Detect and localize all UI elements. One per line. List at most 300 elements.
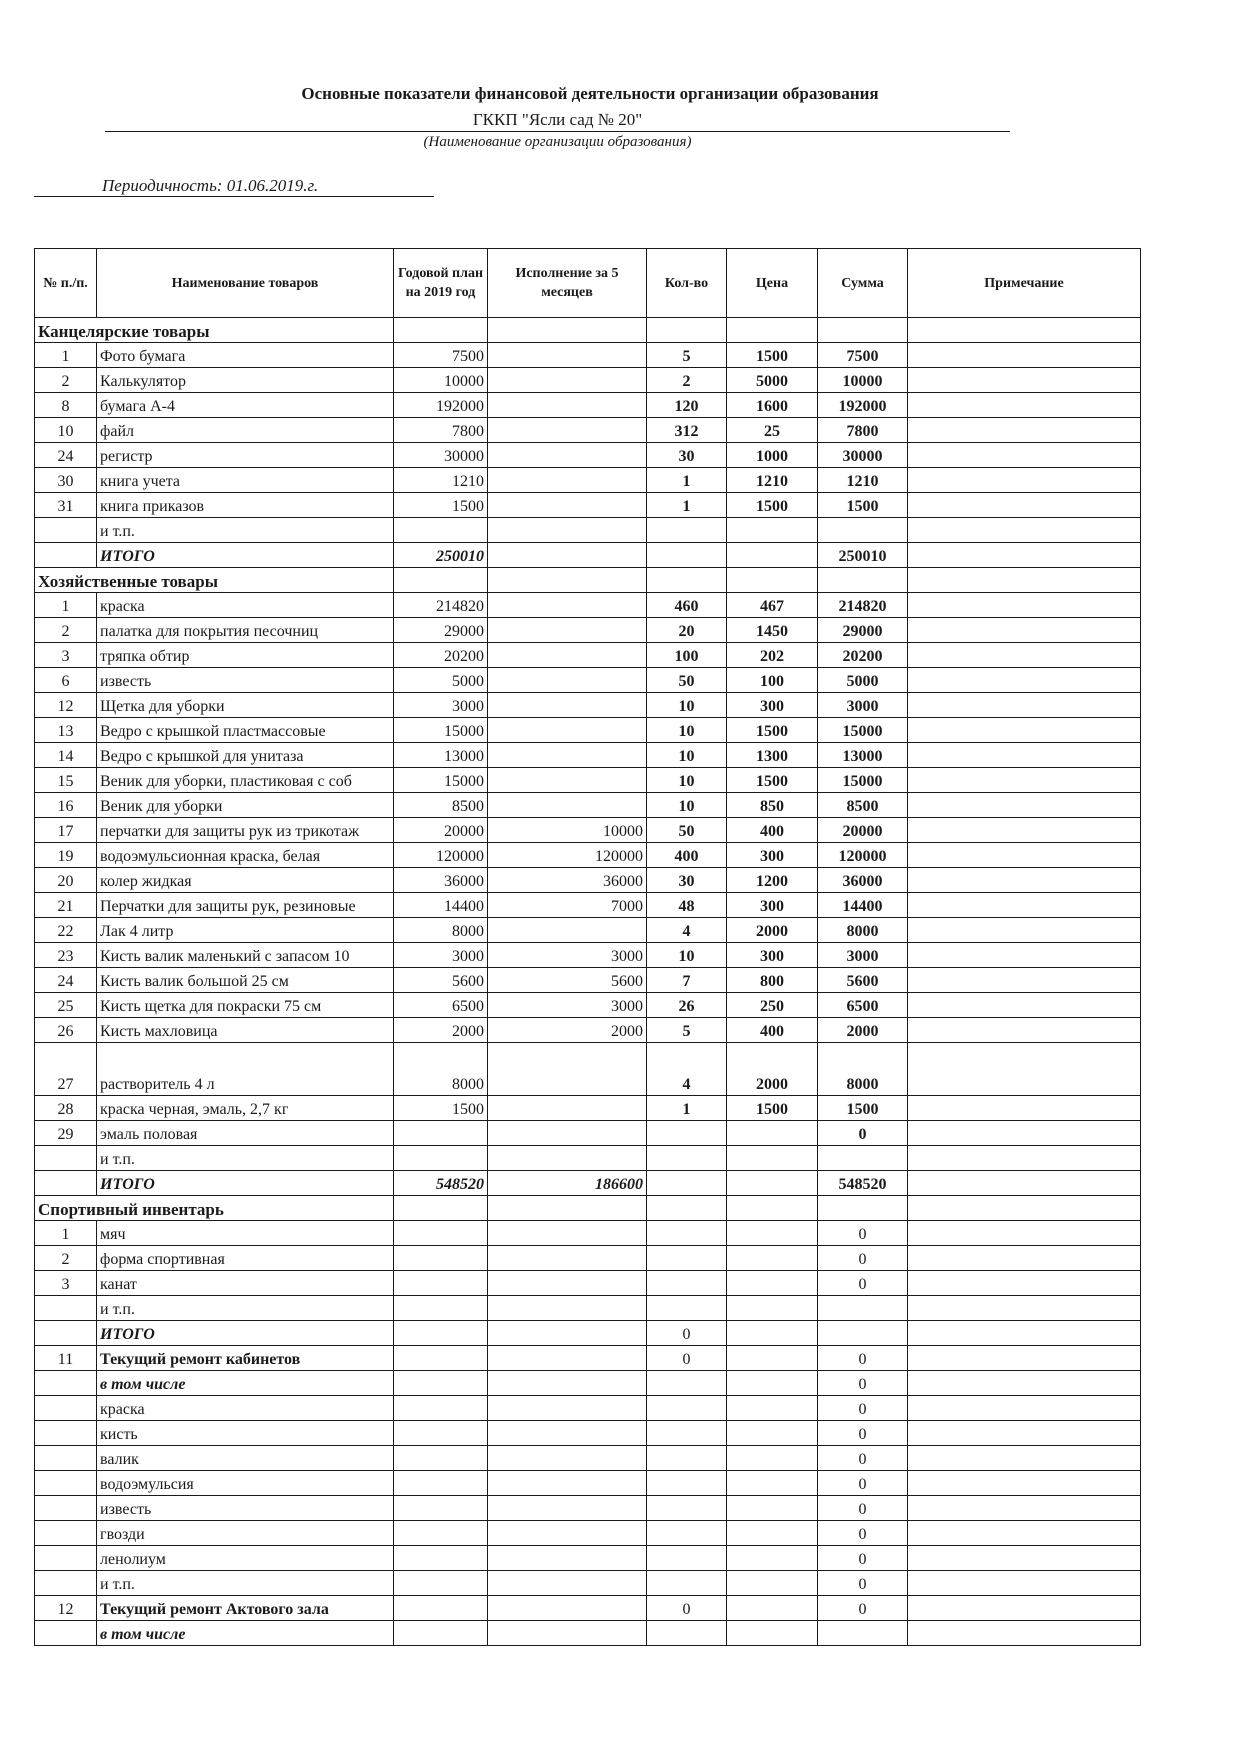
- execution-value: 3000: [488, 943, 647, 968]
- total-label: ИТОГО: [97, 1321, 394, 1346]
- empty-cell: [727, 1171, 818, 1196]
- price-value: 300: [727, 693, 818, 718]
- row-number: [35, 1146, 97, 1171]
- sum-value: 13000: [818, 743, 908, 768]
- annual-plan-value: 13000: [394, 743, 488, 768]
- empty-cell: [488, 1571, 647, 1596]
- empty-cell: [647, 1296, 727, 1321]
- execution-value: 2000: [488, 1018, 647, 1043]
- execution-value: [488, 1096, 647, 1121]
- sum-value: 7500: [818, 343, 908, 368]
- table-row: [35, 618, 1141, 643]
- empty-cell: [35, 1396, 97, 1421]
- empty-cell: [647, 1546, 727, 1571]
- empty-cell: [394, 1496, 488, 1521]
- row-number: 11: [35, 1346, 97, 1371]
- row-number: [35, 518, 97, 543]
- note-cell: [908, 393, 1141, 418]
- note-cell: [908, 1121, 1141, 1146]
- empty-cell: [818, 1196, 908, 1221]
- annual-plan-value: 3000: [394, 943, 488, 968]
- row-number: 24: [35, 443, 97, 468]
- price-value: 1500: [727, 718, 818, 743]
- empty-cell: [35, 1471, 97, 1496]
- item-name: Перчатки для защиты рук, резиновые: [97, 893, 394, 918]
- row-number: 29: [35, 1121, 97, 1146]
- table-row: [35, 643, 1141, 668]
- execution-value: [488, 768, 647, 793]
- execution-value: [488, 343, 647, 368]
- empty-cell: [727, 543, 818, 568]
- sum-value: 10000: [818, 368, 908, 393]
- empty-cell: [727, 1571, 818, 1596]
- sum-value: [818, 518, 908, 543]
- price-value: 250: [727, 993, 818, 1018]
- note-cell: [908, 1471, 1141, 1496]
- table-row: [35, 993, 1141, 1018]
- sum-value: 0: [818, 1421, 908, 1446]
- item-name: краска черная, эмаль, 2,7 кг: [97, 1096, 394, 1121]
- sum-value: 1500: [818, 493, 908, 518]
- row-number: 27: [35, 1043, 97, 1096]
- header-annual-plan: Годовой план на 2019 год: [394, 249, 488, 318]
- empty-cell: [727, 1596, 818, 1621]
- execution-value: [488, 793, 647, 818]
- header-price: Цена: [727, 249, 818, 318]
- item-name: и т.п.: [97, 1571, 394, 1596]
- item-name: кисть: [97, 1421, 394, 1446]
- sum-value: 0: [818, 1546, 908, 1571]
- quantity-value: 30: [647, 868, 727, 893]
- quantity-value: 20: [647, 618, 727, 643]
- table-row: [35, 1396, 1141, 1421]
- item-name: Кисть махловица: [97, 1018, 394, 1043]
- row-number: 3: [35, 1271, 97, 1296]
- annual-plan-value: 3000: [394, 693, 488, 718]
- note-cell: [908, 1146, 1141, 1171]
- sum-value: 14400: [818, 893, 908, 918]
- quantity-value: 0: [647, 1346, 727, 1371]
- row-number: 12: [35, 1596, 97, 1621]
- price-value: 1210: [727, 468, 818, 493]
- empty-cell: [394, 1221, 488, 1246]
- empty-cell: [488, 1471, 647, 1496]
- row-number: 19: [35, 843, 97, 868]
- item-name: Ведро с крышкой пластмассовые: [97, 718, 394, 743]
- empty-cell: [727, 1196, 818, 1221]
- execution-value: 3000: [488, 993, 647, 1018]
- quantity-value: 10: [647, 793, 727, 818]
- quantity-value: 5: [647, 1018, 727, 1043]
- note-cell: [908, 893, 1141, 918]
- empty-cell: [727, 1446, 818, 1471]
- empty-cell: [394, 1571, 488, 1596]
- note-cell: [908, 1321, 1141, 1346]
- row-number: 1: [35, 1221, 97, 1246]
- annual-plan-value: [394, 1146, 488, 1171]
- item-name: палатка для покрытия песочниц: [97, 618, 394, 643]
- item-name: водоэмульсионная краска, белая: [97, 843, 394, 868]
- note-cell: [908, 743, 1141, 768]
- row-number: 25: [35, 993, 97, 1018]
- item-name: книга приказов: [97, 493, 394, 518]
- quantity-value: 4: [647, 918, 727, 943]
- annual-plan-value: 214820: [394, 593, 488, 618]
- sum-value: 8000: [818, 1043, 908, 1096]
- quantity-value: 460: [647, 593, 727, 618]
- sum-value: 0: [818, 1271, 908, 1296]
- execution-value: 120000: [488, 843, 647, 868]
- row-number: [35, 1296, 97, 1321]
- empty-cell: [818, 1321, 908, 1346]
- empty-cell: [394, 318, 488, 343]
- sum-value: 5000: [818, 668, 908, 693]
- empty-cell: [908, 568, 1141, 593]
- row-number: 10: [35, 418, 97, 443]
- note-cell: [908, 1346, 1141, 1371]
- empty-cell: [394, 1346, 488, 1371]
- note-cell: [908, 1371, 1141, 1396]
- quantity-value: 10: [647, 693, 727, 718]
- row-number: 22: [35, 918, 97, 943]
- execution-value: [488, 618, 647, 643]
- empty-cell: [488, 1546, 647, 1571]
- periodicity: Периодичность: 01.06.2019.г.: [34, 176, 434, 197]
- table-row: [35, 1043, 1141, 1096]
- item-name: форма спортивная: [97, 1246, 394, 1271]
- item-name: и т.п.: [97, 518, 394, 543]
- empty-cell: [647, 1171, 727, 1196]
- annual-plan-value: 1500: [394, 1096, 488, 1121]
- row-number: 14: [35, 743, 97, 768]
- row-number: 15: [35, 768, 97, 793]
- header-number: № п./п.: [35, 249, 97, 318]
- execution-value: [488, 443, 647, 468]
- note-cell: [908, 1596, 1141, 1621]
- row-number: 12: [35, 693, 97, 718]
- price-value: 300: [727, 893, 818, 918]
- note-cell: [908, 1221, 1141, 1246]
- including-label: в том числе: [97, 1371, 394, 1396]
- table-row: [35, 1296, 1141, 1321]
- item-name: Веник для уборки, пластиковая с соб: [97, 768, 394, 793]
- total-sum-value: 250010: [818, 543, 908, 568]
- section-title: Спортивный инвентарь: [35, 1196, 394, 1221]
- row-number: 21: [35, 893, 97, 918]
- annual-plan-value: 1500: [394, 493, 488, 518]
- annual-plan-value: 10000: [394, 368, 488, 393]
- empty-cell: [647, 1421, 727, 1446]
- annual-plan-value: 30000: [394, 443, 488, 468]
- item-name: Калькулятор: [97, 368, 394, 393]
- annual-plan-value: [394, 1121, 488, 1146]
- table-row: [35, 1421, 1141, 1446]
- total-row: [35, 543, 1141, 568]
- empty-cell: [35, 1496, 97, 1521]
- empty-cell: [394, 1621, 488, 1646]
- execution-value: [488, 643, 647, 668]
- table-row: [35, 918, 1141, 943]
- table-row: [35, 768, 1141, 793]
- sum-value: 0: [818, 1471, 908, 1496]
- table-row: [35, 1121, 1141, 1146]
- price-value: 400: [727, 1018, 818, 1043]
- total-execution-value: [488, 543, 647, 568]
- empty-cell: [488, 1421, 647, 1446]
- empty-cell: [647, 1446, 727, 1471]
- empty-cell: [647, 1271, 727, 1296]
- empty-cell: [35, 1546, 97, 1571]
- quantity-value: 30: [647, 443, 727, 468]
- sum-value: 15000: [818, 718, 908, 743]
- note-cell: [908, 993, 1141, 1018]
- annual-plan-value: 120000: [394, 843, 488, 868]
- note-cell: [908, 1496, 1141, 1521]
- note-cell: [908, 1396, 1141, 1421]
- empty-cell: [727, 1271, 818, 1296]
- execution-value: [488, 693, 647, 718]
- sum-value: [818, 1146, 908, 1171]
- empty-cell: [394, 1196, 488, 1221]
- price-value: 1500: [727, 493, 818, 518]
- annual-plan-value: 7800: [394, 418, 488, 443]
- empty-cell: [727, 1621, 818, 1646]
- total-quantity-value: 0: [647, 1321, 727, 1346]
- empty-cell: [727, 1371, 818, 1396]
- empty-cell: [35, 1421, 97, 1446]
- empty-cell: [35, 1446, 97, 1471]
- header-sum: Сумма: [818, 249, 908, 318]
- quantity-value: [647, 1146, 727, 1171]
- empty-cell: [394, 1246, 488, 1271]
- table-row: [35, 1271, 1141, 1296]
- section-header-row: [35, 568, 1141, 593]
- empty-cell: [727, 1496, 818, 1521]
- empty-cell: [908, 318, 1141, 343]
- note-cell: [908, 918, 1141, 943]
- item-name: краска: [97, 1396, 394, 1421]
- empty-cell: [394, 1321, 488, 1346]
- empty-cell: [488, 1246, 647, 1271]
- row-number: 23: [35, 943, 97, 968]
- sum-value: 192000: [818, 393, 908, 418]
- annual-plan-value: 192000: [394, 393, 488, 418]
- section-header-row: [35, 318, 1141, 343]
- row-number: 30: [35, 468, 97, 493]
- note-cell: [908, 1621, 1141, 1646]
- item-name: и т.п.: [97, 1296, 394, 1321]
- price-value: 850: [727, 793, 818, 818]
- annual-plan-value: 8000: [394, 1043, 488, 1096]
- quantity-value: 10: [647, 943, 727, 968]
- empty-cell: [394, 1521, 488, 1546]
- empty-cell: [394, 1371, 488, 1396]
- annual-plan-value: [394, 518, 488, 543]
- table-row: [35, 893, 1141, 918]
- empty-cell: [488, 1321, 647, 1346]
- row-number: 20: [35, 868, 97, 893]
- note-cell: [908, 418, 1141, 443]
- row-number: 2: [35, 1246, 97, 1271]
- annual-plan-value: 20000: [394, 818, 488, 843]
- row-number: 2: [35, 368, 97, 393]
- table-row: [35, 693, 1141, 718]
- annual-plan-value: 15000: [394, 718, 488, 743]
- empty-cell: [394, 1271, 488, 1296]
- quantity-value: 10: [647, 718, 727, 743]
- quantity-value: 48: [647, 893, 727, 918]
- row-number: 2: [35, 618, 97, 643]
- empty-cell: [727, 1246, 818, 1271]
- note-cell: [908, 618, 1141, 643]
- table-row: [35, 1496, 1141, 1521]
- empty-cell: [727, 1346, 818, 1371]
- note-cell: [908, 793, 1141, 818]
- sum-value: [818, 1296, 908, 1321]
- item-name: канат: [97, 1271, 394, 1296]
- empty-cell: [394, 1421, 488, 1446]
- item-name: файл: [97, 418, 394, 443]
- total-sum-value: 548520: [818, 1171, 908, 1196]
- repair-title: Текущий ремонт кабинетов: [97, 1346, 394, 1371]
- organization-caption: (Наименование организации образования): [423, 134, 692, 150]
- annual-plan-value: 8000: [394, 918, 488, 943]
- empty-cell: [488, 1371, 647, 1396]
- item-name: гвозди: [97, 1521, 394, 1546]
- note-cell: [908, 1246, 1141, 1271]
- empty-cell: [727, 1221, 818, 1246]
- empty-cell: [647, 1621, 727, 1646]
- execution-value: [488, 418, 647, 443]
- row-number: 1: [35, 593, 97, 618]
- empty-cell: [647, 1371, 727, 1396]
- table-row: [35, 1018, 1141, 1043]
- table-header-row: [35, 249, 1141, 318]
- row-number: 6: [35, 668, 97, 693]
- section-header-row: [35, 1196, 1141, 1221]
- sum-value: 15000: [818, 768, 908, 793]
- execution-value: [488, 368, 647, 393]
- empty-cell: [647, 318, 727, 343]
- note-cell: [908, 1521, 1141, 1546]
- total-plan-value: 548520: [394, 1171, 488, 1196]
- empty-cell: [647, 1246, 727, 1271]
- execution-value: [488, 593, 647, 618]
- price-value: 1200: [727, 868, 818, 893]
- row-number: 16: [35, 793, 97, 818]
- quantity-value: 120: [647, 393, 727, 418]
- table-row: [35, 493, 1141, 518]
- price-value: 202: [727, 643, 818, 668]
- table-row: [35, 718, 1141, 743]
- quantity-value: 0: [647, 1596, 727, 1621]
- quantity-value: 4: [647, 1043, 727, 1096]
- empty-cell: [647, 1471, 727, 1496]
- including-label: в том числе: [97, 1621, 394, 1646]
- item-name: Фото бумага: [97, 343, 394, 368]
- empty-cell: [35, 1571, 97, 1596]
- price-value: 2000: [727, 1043, 818, 1096]
- table-row: [35, 593, 1141, 618]
- sum-value: 29000: [818, 618, 908, 643]
- note-cell: [908, 593, 1141, 618]
- sum-value: 8000: [818, 918, 908, 943]
- sum-value: 2000: [818, 1018, 908, 1043]
- header-execution: Исполнение за 5 месяцев: [488, 249, 647, 318]
- repair-title: Текущий ремонт Актового зала: [97, 1596, 394, 1621]
- price-value: 2000: [727, 918, 818, 943]
- item-name: Кисть щетка для покраски 75 см: [97, 993, 394, 1018]
- price-value: 300: [727, 943, 818, 968]
- quantity-value: 1: [647, 1096, 727, 1121]
- execution-value: [488, 468, 647, 493]
- section-title: Хозяйственные товары: [35, 568, 394, 593]
- sum-value: 0: [818, 1121, 908, 1146]
- sum-value: 3000: [818, 693, 908, 718]
- note-cell: [908, 368, 1141, 393]
- item-name: валик: [97, 1446, 394, 1471]
- empty-cell: [818, 568, 908, 593]
- empty-cell: [647, 543, 727, 568]
- table-row: [35, 1246, 1141, 1271]
- sum-value: 3000: [818, 943, 908, 968]
- empty-cell: [908, 1196, 1141, 1221]
- quantity-value: 50: [647, 668, 727, 693]
- item-name: Кисть валик маленький с запасом 10: [97, 943, 394, 968]
- sum-value: 1500: [818, 1096, 908, 1121]
- sum-value: 0: [818, 1446, 908, 1471]
- empty-cell: [727, 568, 818, 593]
- execution-value: [488, 918, 647, 943]
- empty-cell: [35, 1521, 97, 1546]
- sum-value: 0: [818, 1571, 908, 1596]
- item-name: Лак 4 литр: [97, 918, 394, 943]
- including-row: [35, 1371, 1141, 1396]
- table-body: [35, 318, 1141, 1646]
- table-row: [35, 943, 1141, 968]
- empty-cell: [647, 1521, 727, 1546]
- item-name: Кисть валик большой 25 см: [97, 968, 394, 993]
- table-row: [35, 518, 1141, 543]
- price-value: [727, 1121, 818, 1146]
- empty-cell: [727, 1296, 818, 1321]
- annual-plan-value: 7500: [394, 343, 488, 368]
- row-number: 24: [35, 968, 97, 993]
- note-cell: [908, 718, 1141, 743]
- quantity-value: [647, 1121, 727, 1146]
- price-value: 400: [727, 818, 818, 843]
- item-name: бумага А-4: [97, 393, 394, 418]
- sum-value: 0: [818, 1596, 908, 1621]
- total-execution-value: 186600: [488, 1171, 647, 1196]
- header-note: Примечание: [908, 249, 1141, 318]
- note-cell: [908, 1043, 1141, 1096]
- sum-value: 36000: [818, 868, 908, 893]
- empty-cell: [35, 1621, 97, 1646]
- sum-value: 214820: [818, 593, 908, 618]
- empty-cell: [35, 543, 97, 568]
- execution-value: [488, 493, 647, 518]
- row-number: 1: [35, 343, 97, 368]
- note-cell: [908, 968, 1141, 993]
- price-value: [727, 1146, 818, 1171]
- table-row: [35, 968, 1141, 993]
- price-value: 100: [727, 668, 818, 693]
- financial-table: [34, 248, 1141, 1646]
- note-cell: [908, 443, 1141, 468]
- note-cell: [908, 818, 1141, 843]
- table-row: [35, 843, 1141, 868]
